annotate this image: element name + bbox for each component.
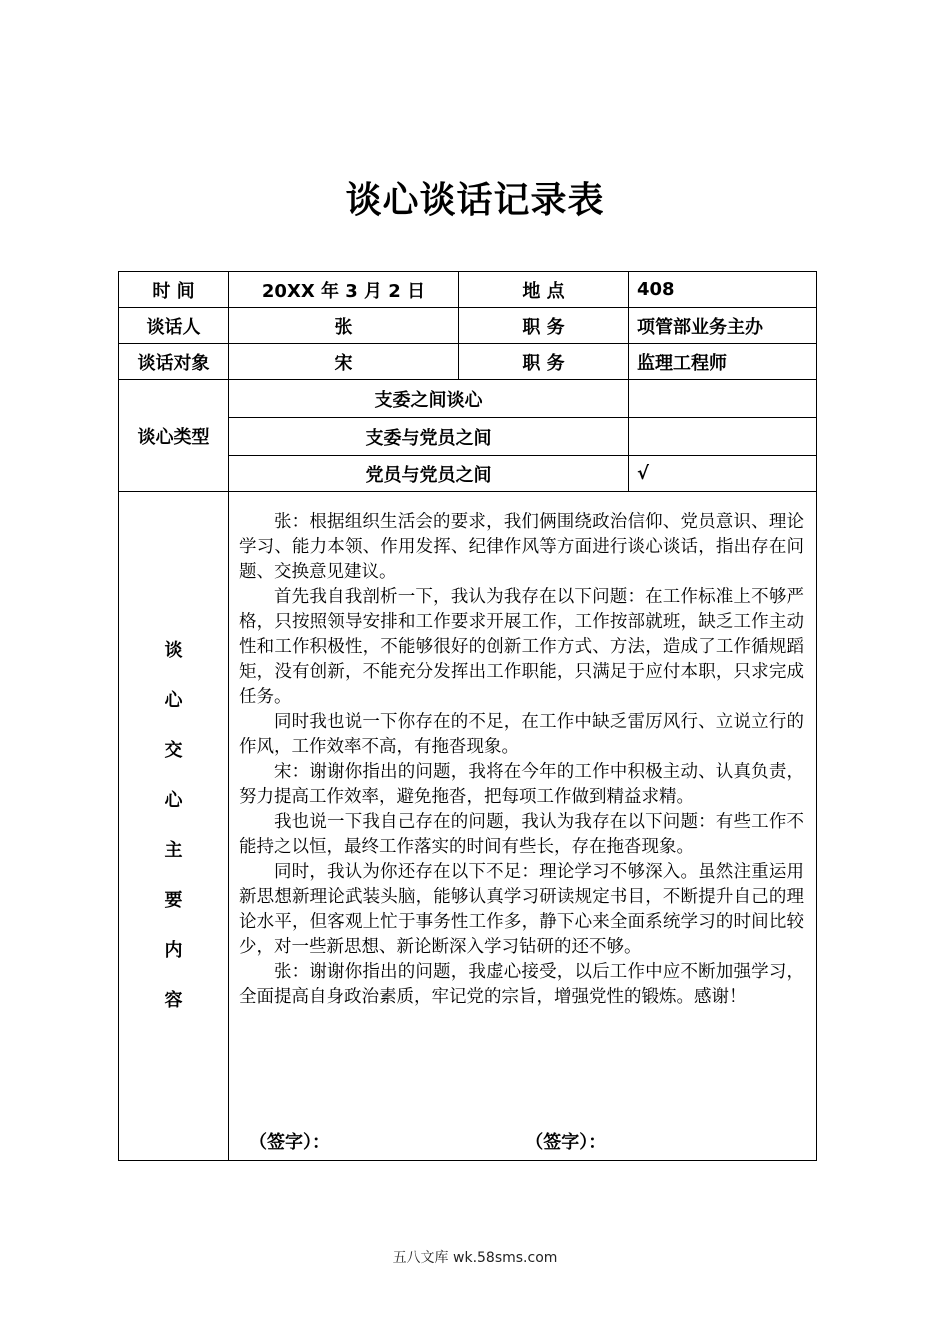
target-value: 宋 (229, 344, 459, 380)
footer-watermark: 五八文库 wk.58sms.com (392, 1250, 558, 1266)
type-option-mark (629, 418, 817, 456)
label-char: 要 (164, 890, 183, 911)
type-option-label: 支委与党员之间 (229, 418, 629, 456)
label-char: 交 (164, 740, 183, 761)
label-char: 心 (164, 690, 183, 711)
page-title: 谈心谈话记录表 (345, 179, 605, 221)
signature-2: （签字）： (525, 1132, 607, 1153)
label-char: 谈 (164, 640, 183, 661)
speaker-role-label: 职 务 (459, 308, 629, 344)
label-char: 心 (164, 790, 183, 811)
label-char: 主 (164, 840, 183, 861)
type-label: 谈心类型 (119, 380, 229, 492)
content-paragraph: 同时我也说一下你存在的不足，在工作中缺乏雷厉风行、立说立行的作风，工作效率不高，有拖沓现象。 (239, 712, 804, 757)
target-role-label: 职 务 (459, 344, 629, 380)
place-label: 地 点 (459, 272, 629, 308)
content-paragraph: 我也说一下我自己存在的问题，我认为我存在以下问题：有些工作不能持之以恒，最终工作落实的时间有些长，存在拖沓现象。 (239, 812, 804, 857)
type-row-1 (119, 380, 817, 418)
target-label: 谈话对象 (119, 344, 229, 380)
type-option-label: 党员与党员之间 (229, 456, 629, 492)
speaker-label: 谈话人 (119, 308, 229, 344)
label-char: 容 (164, 990, 183, 1011)
content-paragraph: 同时，我认为你还存在以下不足：理论学习不够深入。虽然注重运用新思想新理论武装头脑，能够认真学习研读规定书目，不断提升自己的理论水平，但客观上忙于事务性工作多，静下心来全面系统学习的时间比较少，对一些新思想、新论断深入学习钻研的还不够。 (239, 862, 804, 957)
record-table (118, 271, 817, 1161)
signature-1: （签字）： (249, 1132, 330, 1153)
place-value: 408 (629, 272, 817, 308)
row-target (119, 344, 817, 380)
type-option-mark: √ (629, 456, 817, 492)
content-row (119, 492, 817, 1161)
row-time-place (119, 272, 817, 308)
content-paragraph: 张：谢谢你指出的问题，我虚心接受，以后工作中应不断加强学习，全面提高自身政治素质，牢记党的宗旨，增强党性的锻炼。感谢！ (239, 962, 804, 1007)
time-value: 20XX 年 3 月 2 日 (229, 272, 459, 308)
speaker-value: 张 (229, 308, 459, 344)
content-body (229, 492, 817, 1161)
type-option-label: 支委之间谈心 (229, 380, 629, 418)
signature-line (249, 1128, 809, 1154)
content-label (119, 492, 229, 1161)
content-paragraph: 张：根据组织生活会的要求，我们俩围绕政治信仰、党员意识、理论学习、能力本领、作用发挥、纪律作风等方面进行谈心谈话，指出存在问题、交换意见建议。 (239, 512, 804, 582)
content-paragraph: 宋：谢谢你指出的问题，我将在今年的工作中积极主动、认真负责，努力提高工作效率，避免拖沓，把每项工作做到精益求精。 (239, 762, 804, 807)
time-label: 时 间 (119, 272, 229, 308)
row-speaker (119, 308, 817, 344)
speaker-role-value: 项管部业务主办 (629, 308, 817, 344)
label-char: 内 (164, 940, 183, 961)
content-paragraph: 首先我自我剖析一下，我认为我存在以下问题：在工作标准上不够严格，只按照领导安排和工作要求开展工作，工作按部就班，缺乏工作主动性和工作积极性，不能够很好的创新工作方式、方法，造成了工作循规蹈矩，没有创新，不能充分发挥出工作职能，只满足于应付本职，只求完成任务。 (239, 587, 804, 707)
target-role-value: 监理工程师 (629, 344, 817, 380)
type-option-mark (629, 380, 817, 418)
